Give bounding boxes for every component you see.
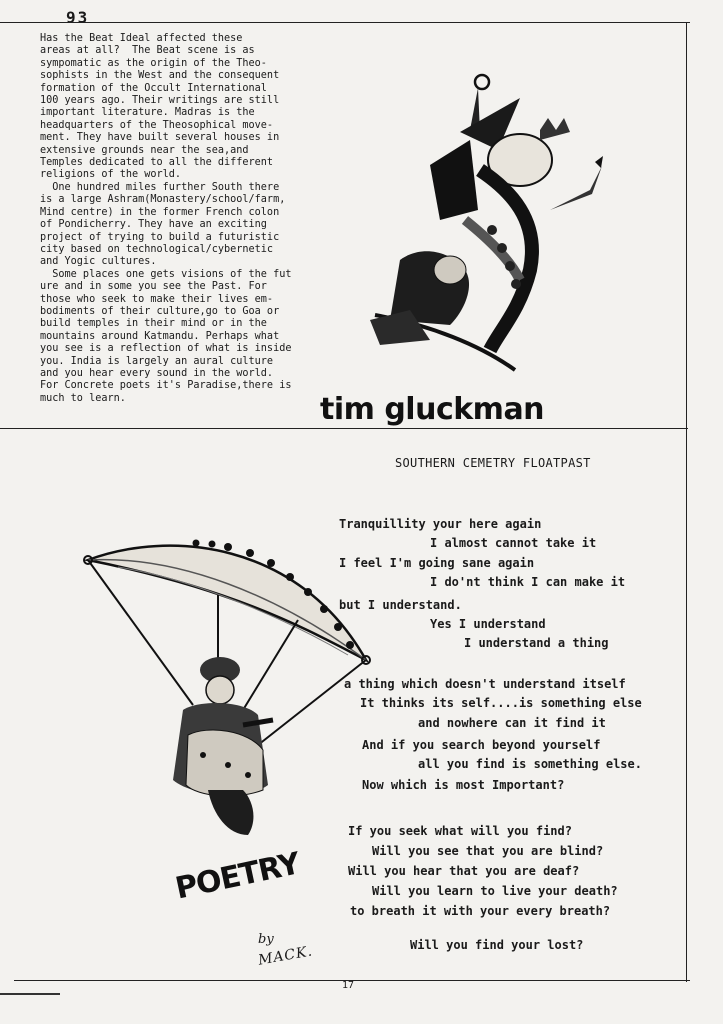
byline-author: MACK. [257,943,315,969]
right-rule [686,22,687,982]
article-author: tim gluckman [320,392,545,427]
poem-line: all you find is something else. [418,757,642,771]
poetry-section-title: POETRY [172,846,303,907]
poem-line: and nowhere can it find it [418,716,606,730]
section-divider [0,428,688,429]
parachute-doll-illustration [78,535,373,845]
poem-line: I feel I'm going sane again [339,556,535,570]
poem-line: Will you see that you are blind? [372,844,604,858]
poem-line: And if you search beyond yourself [362,738,601,752]
poem-line: Will you hear that you are deaf? [348,864,580,878]
page-number: 93 [66,8,90,27]
poem-line: a thing which doesn't understand itself [344,677,626,691]
poem-line: I almost cannot take it [430,536,597,550]
poem-line: to breath it with your every breath? [350,904,611,918]
poem-line: It thinks its self....is something else [360,696,642,710]
poem-title: SOUTHERN CEMETRY FLOATPAST [395,456,591,470]
poem-line: Yes I understand [430,617,546,631]
byline-by: by [258,932,274,947]
poem-line: I do'nt think I can make it [430,575,626,589]
poem-line: but I understand. [339,598,462,612]
poem-line: Tranquillity your here again [339,517,542,531]
footer-page-number: 17 [342,980,355,991]
poem-line: If you seek what will you find? [348,824,572,838]
article-text: Has the Beat Ideal affected these areas at all? The Beat scene is as sympomatic as the origin of the Theo- sophists in the West and the consequent formation of the Occult International 100 years ago. Their writings are still important literature. Madras is the headquarters of the Theosophical move- ment. They have built several houses in extensive grounds near the sea,and Temples dedicated to all the different religions of the world. One hundred miles further South there is a large Ashram(Monastery/school/farm, Mind centre) in the former French colon of Pondicherry. They have an exciting project of trying to build a futuristic city based on technological/cybernetic and Yogic cultures. Some places one gets visions of the fut ure and in some you see the Past. For those who seek to make their lives em- bodiments of their culture,go to Goa or build temples in their mind or in the mountains around Katmandu. Perhaps what you see is a reflection of what is inside you. India is largely an aural culture and you hear every sound in the world. For Concrete poets it's Paradise,there is much to learn. [40,33,292,404]
top-rule [0,22,690,23]
deity-illustration [370,70,615,380]
poem-line: I understand a thing [464,636,609,650]
poem-line: Will you learn to live your death? [372,884,618,898]
poem-line: Now which is most Important? [362,778,565,792]
poem-line: Will you find your lost? [410,938,584,952]
bottom-mark [0,993,60,995]
